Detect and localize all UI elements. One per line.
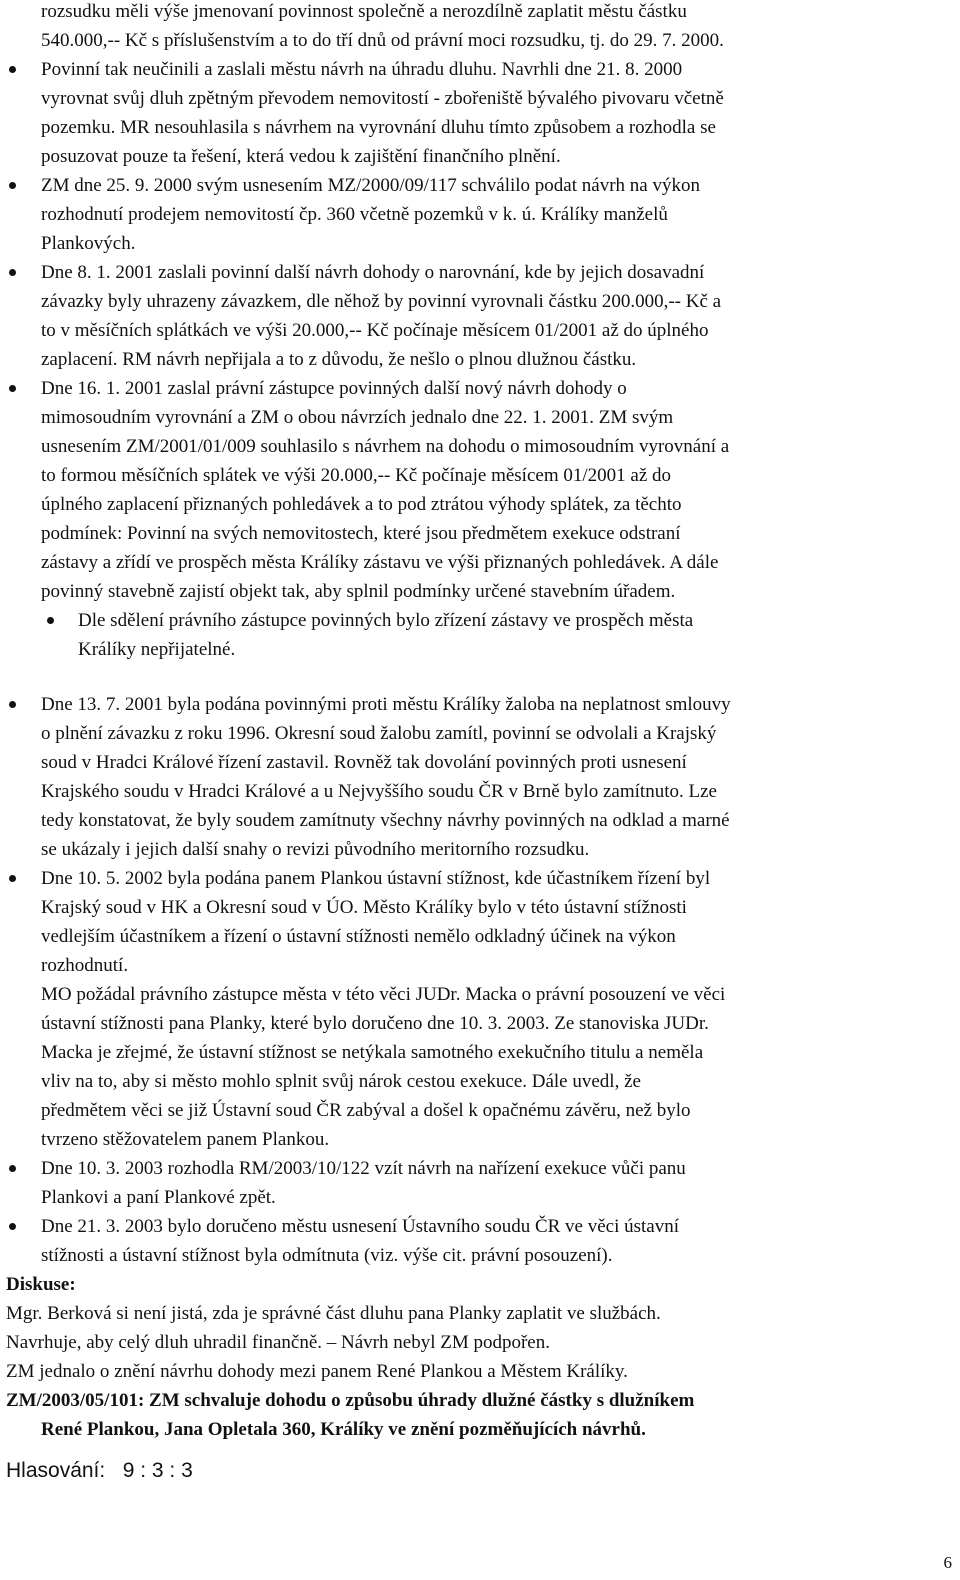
- text-line: Plankových.: [41, 233, 136, 254]
- resolution-line: René Plankou, Jana Opletala 360, Králíky ve znění pozměňujících návrhů.: [41, 1419, 646, 1440]
- vote-result: [0, 1456, 960, 1485]
- text-line: tvrzeno stěžovatelem panem Plankou.: [41, 1129, 330, 1150]
- text-line: ústavní stížnosti pana Planky, které bylo doručeno dne 10. 3. 2003. Ze stanoviska JUDr.: [41, 1013, 709, 1034]
- text-line: předmětem věci se již Ústavní soud ČR zabýval a došel k opačnému závěru, než bylo: [41, 1100, 691, 1121]
- page-number: 6: [943, 1553, 952, 1572]
- resolution-line: ZM/2003/05/101: ZM schvaluje dohodu o způsobu úhrady dlužné částky s dlužníkem: [6, 1390, 695, 1411]
- text-line: Dne 21. 3. 2003 bylo doručeno městu usnesení Ústavního soudu ČR ve věci ústavní: [41, 1216, 680, 1237]
- text-line: vedlejším účastníkem a řízení o ústavní stížnosti nemělo odkladný účinek na výkon: [41, 926, 676, 947]
- bullet-item: [0, 690, 960, 864]
- text-line: závazky byly uhrazeny závazkem, dle něhož by povinní vyrovnali částku 200.000,-- Kč a: [41, 291, 722, 312]
- text-line: Dne 16. 1. 2001 zaslal právní zástupce povinných další nový návrh dohody o: [41, 378, 627, 399]
- text-line: mimosoudním vyrovnání a ZM o obou návrzích jednalo dne 22. 1. 2001. ZM svým: [41, 407, 674, 428]
- bullet-icon: [9, 1165, 16, 1172]
- bullet-item: [0, 258, 960, 374]
- text-line: Krajský soud v HK a Okresní soud v ÚO. Město Králíky bylo v této ústavní stížnosti: [41, 897, 687, 918]
- text-line: posuzovat pouze ta řešení, která vedou k zajištění finančního plnění.: [41, 146, 561, 167]
- text-line: Dne 10. 3. 2003 rozhodla RM/2003/10/122 vzít návrh na nařízení exekuce vůči panu: [41, 1158, 686, 1179]
- text-line: Macka je zřejmé, že ústavní stížnost se netýkala samotného exekučního titulu a neměla: [41, 1042, 704, 1063]
- bullet-item: [0, 1154, 960, 1212]
- text-line: Dne 8. 1. 2001 zaslali povinní další návrh dohody o narovnání, kde by jejich dosavadní: [41, 262, 705, 283]
- text-line: Králíky nepřijatelné.: [78, 639, 236, 660]
- text-line: se ukázaly i jejich další snahy o revizi původního meritorního rozsudku.: [41, 839, 590, 860]
- text-line: rozhodnutí.: [41, 955, 129, 976]
- text-line: tedy konstatovat, že byly soudem zamítnuty všechny návrhy povinných na odklad a marné: [41, 810, 730, 831]
- resolution: [0, 1386, 960, 1444]
- bullet-item: [0, 1212, 960, 1270]
- text-line: MO požádal právního zástupce města v této věci JUDr. Macka o právní posouzení ve věci: [41, 984, 726, 1005]
- bullet-item: [0, 374, 960, 606]
- discussion-section: [0, 1270, 960, 1386]
- discussion-heading: Diskuse:: [6, 1274, 76, 1295]
- text-line: Povinní tak neučinili a zaslali městu návrh na úhradu dluhu. Navrhli dne 21. 8. 2000: [41, 59, 683, 80]
- text-line: vyrovnat svůj dluh zpětným převodem nemovitostí - zbořeniště bývalého pivovaru včetně: [41, 88, 724, 109]
- bullet-icon: [9, 182, 16, 189]
- text-line: podmínek: Povinní na svých nemovitostech, které jsou předmětem exekuce odstraní: [41, 523, 681, 544]
- text-line: vliv na to, aby si město mohlo splnit svůj nárok cestou exekuce. Dále uvedl, že: [41, 1071, 641, 1092]
- text-line: 540.000,-- Kč s příslušenstvím a to do tří dnů od právní moci rozsudku, tj. do 29. 7. 2000.: [41, 30, 724, 51]
- spacer: [0, 664, 960, 690]
- text-line: zástavy a zřídí ve prospěch města Králíky zástavu ve výši přiznaných pohledávek. A dále: [41, 552, 719, 573]
- sub-bullet-item: [0, 606, 960, 664]
- text-line: Dne 13. 7. 2001 byla podána povinnými proti městu Králíky žaloba na neplatnost smlouvy: [41, 694, 731, 715]
- vote-label: Hlasování:: [6, 1459, 106, 1482]
- bullet-item: [0, 55, 960, 171]
- bullet-icon: [47, 617, 54, 624]
- text-line: Mgr. Berková si není jistá, zda je správné část dluhu pana Planky zaplatit ve službách.: [6, 1303, 661, 1324]
- text-line: Dne 10. 5. 2002 byla podána panem Plankou ústavní stížnost, kde účastníkem řízení byl: [41, 868, 711, 889]
- text-line: Dle sdělení právního zástupce povinných bylo zřízení zástavy ve prospěch města: [78, 610, 694, 631]
- bullet-icon: [9, 875, 16, 882]
- bullet-icon: [9, 385, 16, 392]
- text-line: ZM dne 25. 9. 2000 svým usnesením MZ/2000/09/117 schválilo podat návrh na výkon: [41, 175, 700, 196]
- bullet-icon: [9, 269, 16, 276]
- text-line: zaplacení. RM návrh nepřijala a to z důvodu, že nešlo o plnou dlužnou částku.: [41, 349, 637, 370]
- text-line: stížnosti a ústavní stížnost byla odmítnuta (viz. výše cit. právní posouzení).: [41, 1245, 613, 1266]
- text-line: o plnění závazku z roku 1996. Okresní soud žalobu zamítl, povinní se odvolali a Krajský: [41, 723, 717, 744]
- text-line: rozsudku měli výše jmenovaní povinnost společně a nerozdílně zaplatit městu částku: [41, 1, 687, 22]
- text-line: to v měsíčních splátkách ve výši 20.000,-- Kč počínaje měsícem 01/2001 až do úplného: [41, 320, 709, 341]
- text-line: Plankovi a paní Plankové zpět.: [41, 1187, 276, 1208]
- text-line: Navrhuje, aby celý dluh uhradil finančně. – Návrh nebyl ZM podpořen.: [6, 1332, 550, 1353]
- vote-value: 9 : 3 : 3: [122, 1459, 193, 1482]
- text-line: ZM jednalo o znění návrhu dohody mezi panem René Plankou a Městem Králíky.: [6, 1361, 628, 1382]
- bullet-item: [0, 864, 960, 1154]
- text-line: úplného zaplacení přiznaných pohledávek a to pod ztrátou výhody splátek, za těchto: [41, 494, 682, 515]
- text-line: usnesením ZM/2001/01/009 souhlasilo s návrhem na dohodu o mimosoudním vyrovnání a: [41, 436, 730, 457]
- text-line: povinný stavebně zajistí objekt tak, aby splnil podmínky určené stavebním úřadem.: [41, 581, 676, 602]
- text-line: soud v Hradci Králové řízení zastavil. Rovněž tak dovolání povinných proti usnesení: [41, 752, 687, 773]
- bullet-icon: [9, 66, 16, 73]
- text-line: Krajského soudu v Hradci Králové a u Nejvyššího soudu ČR v Brně bylo zamítnuto. Lze: [41, 781, 717, 802]
- text-line: pozemku. MR nesouhlasila s návrhem na vyrovnání dluhu tímto způsobem a rozhodla se: [41, 117, 716, 138]
- bullet-item: [0, 171, 960, 258]
- bullet-icon: [9, 1223, 16, 1230]
- continued-paragraph: [0, 0, 960, 55]
- text-line: rozhodnutí prodejem nemovitostí čp. 360 včetně pozemků v k. ú. Králíky manželů: [41, 204, 668, 225]
- bullet-icon: [9, 701, 16, 708]
- text-line: to formou měsíčních splátek ve výši 20.000,-- Kč počínaje měsícem 01/2001 až do: [41, 465, 672, 486]
